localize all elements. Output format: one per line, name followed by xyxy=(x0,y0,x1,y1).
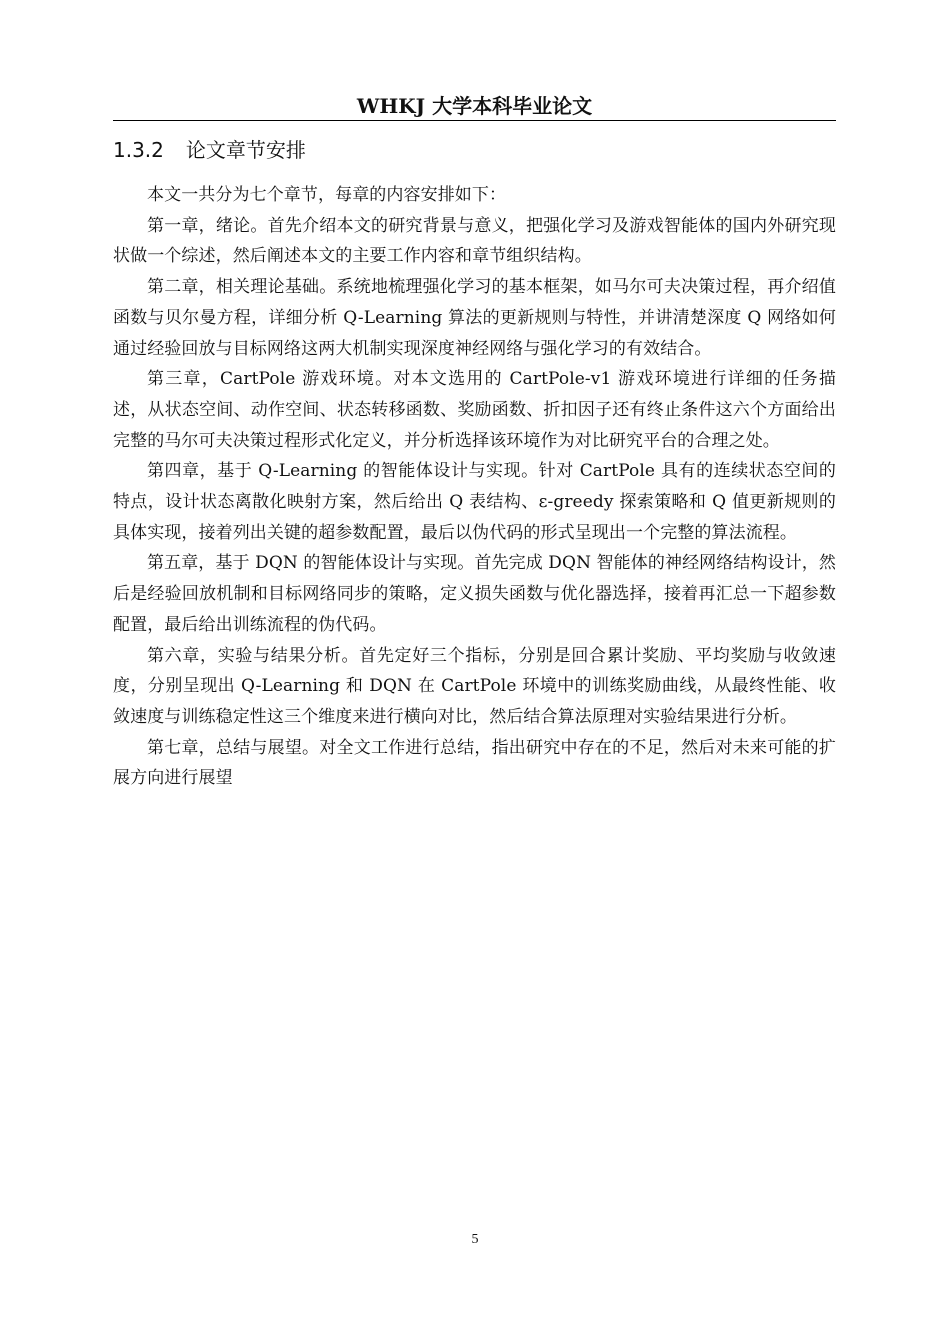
section-heading xyxy=(113,136,836,164)
paragraph-chapter-5: 第五章，基于 DQN 的智能体设计与实现。首先完成 DQN 智能体的神经网络结构设计，然后是经验回放机制和目标网络同步的策略，定义损失函数与优化器选择，接着再汇总一下超参数配置，最后给出训练流程的伪代码。 xyxy=(113,553,836,635)
paragraph-chapter-7: 第七章，总结与展望。对全文工作进行总结，指出研究中存在的不足，然后对未来可能的扩展方向进行展望 xyxy=(113,737,836,789)
paragraph-chapter-1: 第一章，绪论。首先介绍本文的研究背景与意义，把强化学习及游戏智能体的国内外研究现状做一个综述，然后阐述本文的主要工作内容和章节组织结构。 xyxy=(113,215,836,267)
section-title: 论文章节安排 xyxy=(185,138,306,162)
section-number: 1.3.2 xyxy=(113,138,164,162)
body-text xyxy=(113,180,836,794)
header-rule xyxy=(113,120,836,121)
paragraph-chapter-2: 第二章，相关理论基础。系统地梳理强化学习的基本框架，如马尔可夫决策过程，再介绍值函数与贝尔曼方程，详细分析 Q-Learning 算法的更新规则与特性，并讲清楚深度 Q 网络如何通过经验回放与目标网络这两大机制实现深度神经网络与强化学习的有效结合。 xyxy=(113,277,836,359)
paragraph-chapter-6: 第六章，实验与结果分析。首先定好三个指标，分别是回合累计奖励、平均奖励与收敛速度，分别呈现出 Q-Learning 和 DQN 在 CartPole 环境中的训练奖励曲线，从最终性能、收敛速度与训练稳定性这三个维度来进行横向对比，然后结合算法原理对实验结果进行分析。 xyxy=(113,645,836,727)
running-header: WHKJ 大学本科毕业论文 xyxy=(356,94,593,118)
page-number: 5 xyxy=(471,1232,479,1247)
paragraph-intro: 本文一共分为七个章节，每章的内容安排如下： xyxy=(147,185,507,205)
paragraph-chapter-4: 第四章，基于 Q-Learning 的智能体设计与实现。针对 CartPole 具有的连续状态空间的特点，设计状态离散化映射方案，然后给出 Q 表结构、ε-greedy 探索策略和 Q 值更新规则的具体实现，接着列出关键的超参数配置，最后以伪代码的形式呈现出一个完整的算法流程。 xyxy=(113,461,836,543)
paragraph-chapter-3: 第三章，CartPole 游戏环境。对本文选用的 CartPole-v1 游戏环境进行详细的任务描述，从状态空间、动作空间、状态转移函数、奖励函数、折扣因子还有终止条件这六个方面给出完整的马尔可夫决策过程形式化定义，并分析选择该环境作为对比研究平台的合理之处。 xyxy=(113,369,836,451)
